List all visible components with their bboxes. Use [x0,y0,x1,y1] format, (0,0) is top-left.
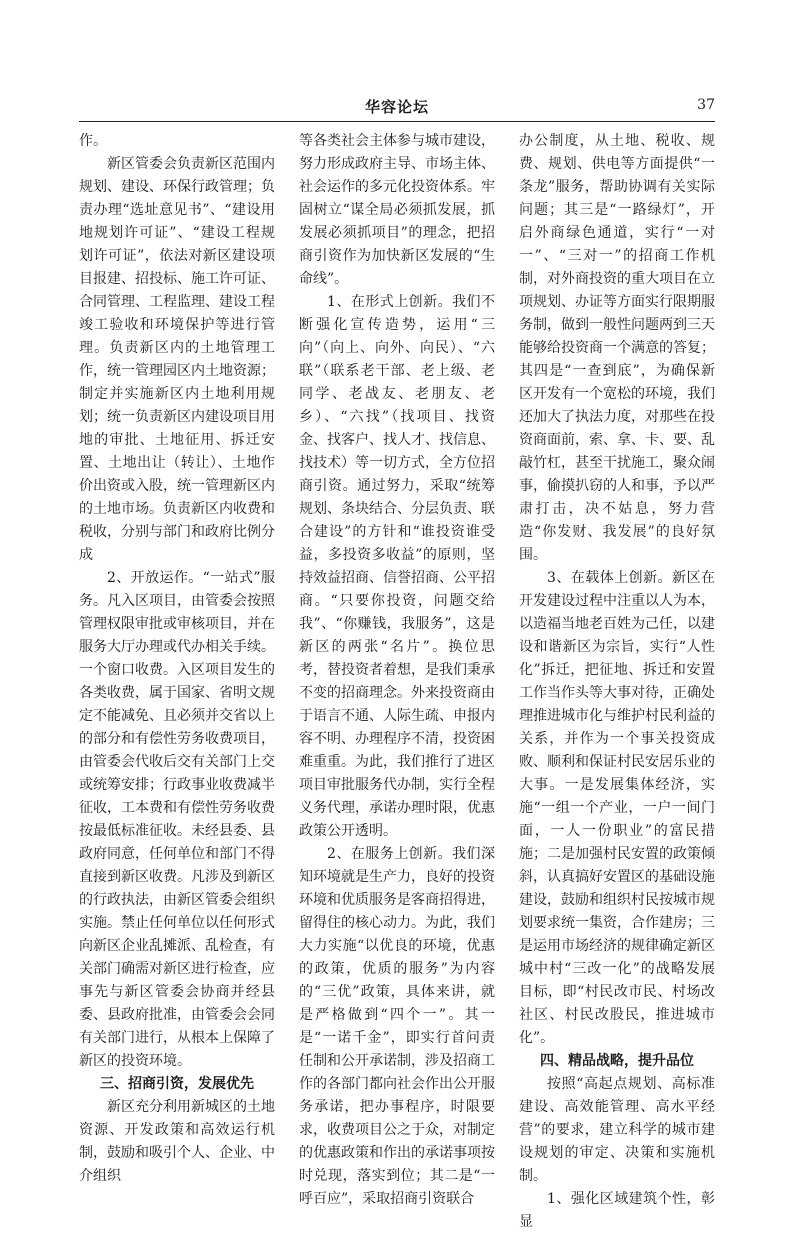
paragraph-continued: 办公制度，从土地、税收、规费、规划、供电等方面提供“一条龙”服务，帮助协调有关实际问题；其三是“一路绿灯”，开启外商绿色通道，实行“一对一”、“三对一”的招商工作机制，对外商投资的重大项目在立项规划、办证等方面实行限期服务制，做到一般性问题两到三天能够给投资商一个满意的答复；其四是“一查到底”，为确保新区开发有一个宽松的环境，我们还加大了执法力度，对那些在投资商面前，索、拿、卡、要、乱敲竹杠，甚至干扰施工，聚众闹事，偷摸扒窃的人和事，予以严肃打击，决不姑息，努力营造“你发财、我发展”的良好氛围。 [519,133,715,563]
paragraph-continued: 作。 [79,133,107,149]
paragraph: 按照“高起点规划、高标准建设、高效能管理、高水平经营”的要求，建立科学的城市建设规划的审定、决策和实施机制。 [519,1076,715,1184]
paragraph: 新区充分利用新城区的土地资源、开发政策和高效运行机制，鼓励和吸引个人、企业、中介组织 [79,1099,275,1184]
text-column-left [79,130,275,1188]
page-header [79,94,715,122]
text-column-right [519,130,715,1234]
journal-title: 华容论坛 [364,98,429,116]
section-heading: 三、招商引资，发展优先 [100,1076,254,1092]
paragraph: 1、在形式上创新。我们不断强化宣传造势，运用“三向”（向上、向外、向民）、“六联”（联系老干部、老上级、老同学、老战友、老朋友、老乡）、“六找”（找项目、找资金、找客户、找人才、找信息、找技术）等一切方式，全方位招商引资。通过努力，采取“统筹规划、条块结合、分层负责、联合建设”的方针和“谁投资谁受益，多投资多收益”的原则，坚持效益招商、信誉招商、公平招商。“只要你投资，问题交给我”、“你赚钱，我服务”，这是新区的两张“名片”。换位思考，替投资者着想，是我们秉承不变的招商理念。外来投资商由于语言不通、人际生疏、申报内容不明、办理程序不清，投资困难重重。为此，我们推行了进区项目审批服务代办制，实行全程义务代理，承诺办理时限，优惠政策公开透明。 [299,294,495,839]
paragraph-continued: 等各类社会主体参与城市建设，努力形成政府主导、市场主体、社会运作的多元化投资体系。牢固树立“谋全局必须抓发展，抓发展必须抓项目”的理念，把招商引资作为加快新区发展的“生命线”。 [299,133,495,287]
paragraph: 2、开放运作。“一站式”服务。凡入区项目，由管委会按照管理权限审批或审核项目，并在服务大厅办理或代办相关手续。一个窗口收费。入区项目发生的各类收费，属于国家、省明文规定不能减免、且必须并交省以上的部分和有偿性劳务收费项目，由管委会代收后交有关部门上交或统筹安排；行政事业收费减半征收，工本费和有偿性劳务收费按最低标准征收。未经县委、县政府同意，任何单位和部门不得直接到新区收费。凡涉及到新区的行政执法，由新区管委会组织实施。禁止任何单位以任何形式向新区企业乱摊派、乱检查，有关部门确需对新区进行检查，应事先与新区管委会协商并经县委、县政府批准，由管委会会同有关部门进行，从根本上保障了新区的投资环境。 [79,570,275,1069]
page-number: 37 [697,97,715,113]
text-column-middle [299,130,495,1211]
paragraph: 新区管委会负责新区范围内规划、建设、环保行政管理；负责办理“选址意见书”、“建设用地规划许可证”、“建设工程规划许可证”，依法对新区建设项目报建、招投标、施工许可证、合同管理、工程监理、建设工程竣工验收和环境保护等进行管理。负责新区内的土地管理工作，统一管理园区内土地资源；制定并实施新区内土地利用规划；统一负责新区内建设项目用地的审批、土地征用、拆迁安置、土地出让（转让）、土地作价出资或入股，统一管理新区内的土地市场。负责新区内收费和税收，分别与部门和政府比例分成 [79,156,275,563]
paragraph: 1、强化区域建筑个性，彰显 [519,1191,715,1230]
paragraph: 2、在服务上创新。我们深知环境就是生产力，良好的投资环境和优质服务是客商招得进，留得住的核心动力。为此，我们大力实施“以优良的环境，优惠的政策，优质的服务”为内容的“三优”政策，具体来讲，就是严格做到“四个一”。其一是“一诺千金”，即实行首问责任制和公开承诺制，涉及招商工作的各部门都向社会作出公开服务承诺，把办事程序，时限要求，收费项目公之于众，对制定的优惠政策和作出的承诺事项按时兑现，落实到位；其二是“一呼百应”，采取招商引资联合 [299,846,495,1207]
header-rule [79,121,715,122]
section-heading: 四、精品战略，提升品位 [540,1053,694,1069]
paragraph: 3、在载体上创新。新区在开发建设过程中注重以人为本，以造福当地老百姓为己任，以建设和谐新区为宗旨，实行“人性化”拆迁，把征地、拆迁和安置工作当作头等大事对待，正确处理推进城市化与维护村民利益的关系，并作为一个事关投资成败、顺利和保证村民安居乐业的大事。一是发展集体经济，实施“一组一个产业，一户一间门面，一人一份职业”的富民措施；二是加强村民安置的政策倾斜，认真搞好安置区的基础设施建设，鼓励和组织村民按城市规划要求统一集资，合作建房；三是运用市场经济的规律确定新区城中村“三改一化”的战略发展目标，即“村民改市民、村场改社区、村民改股民，推进城市化”。 [519,570,715,1046]
